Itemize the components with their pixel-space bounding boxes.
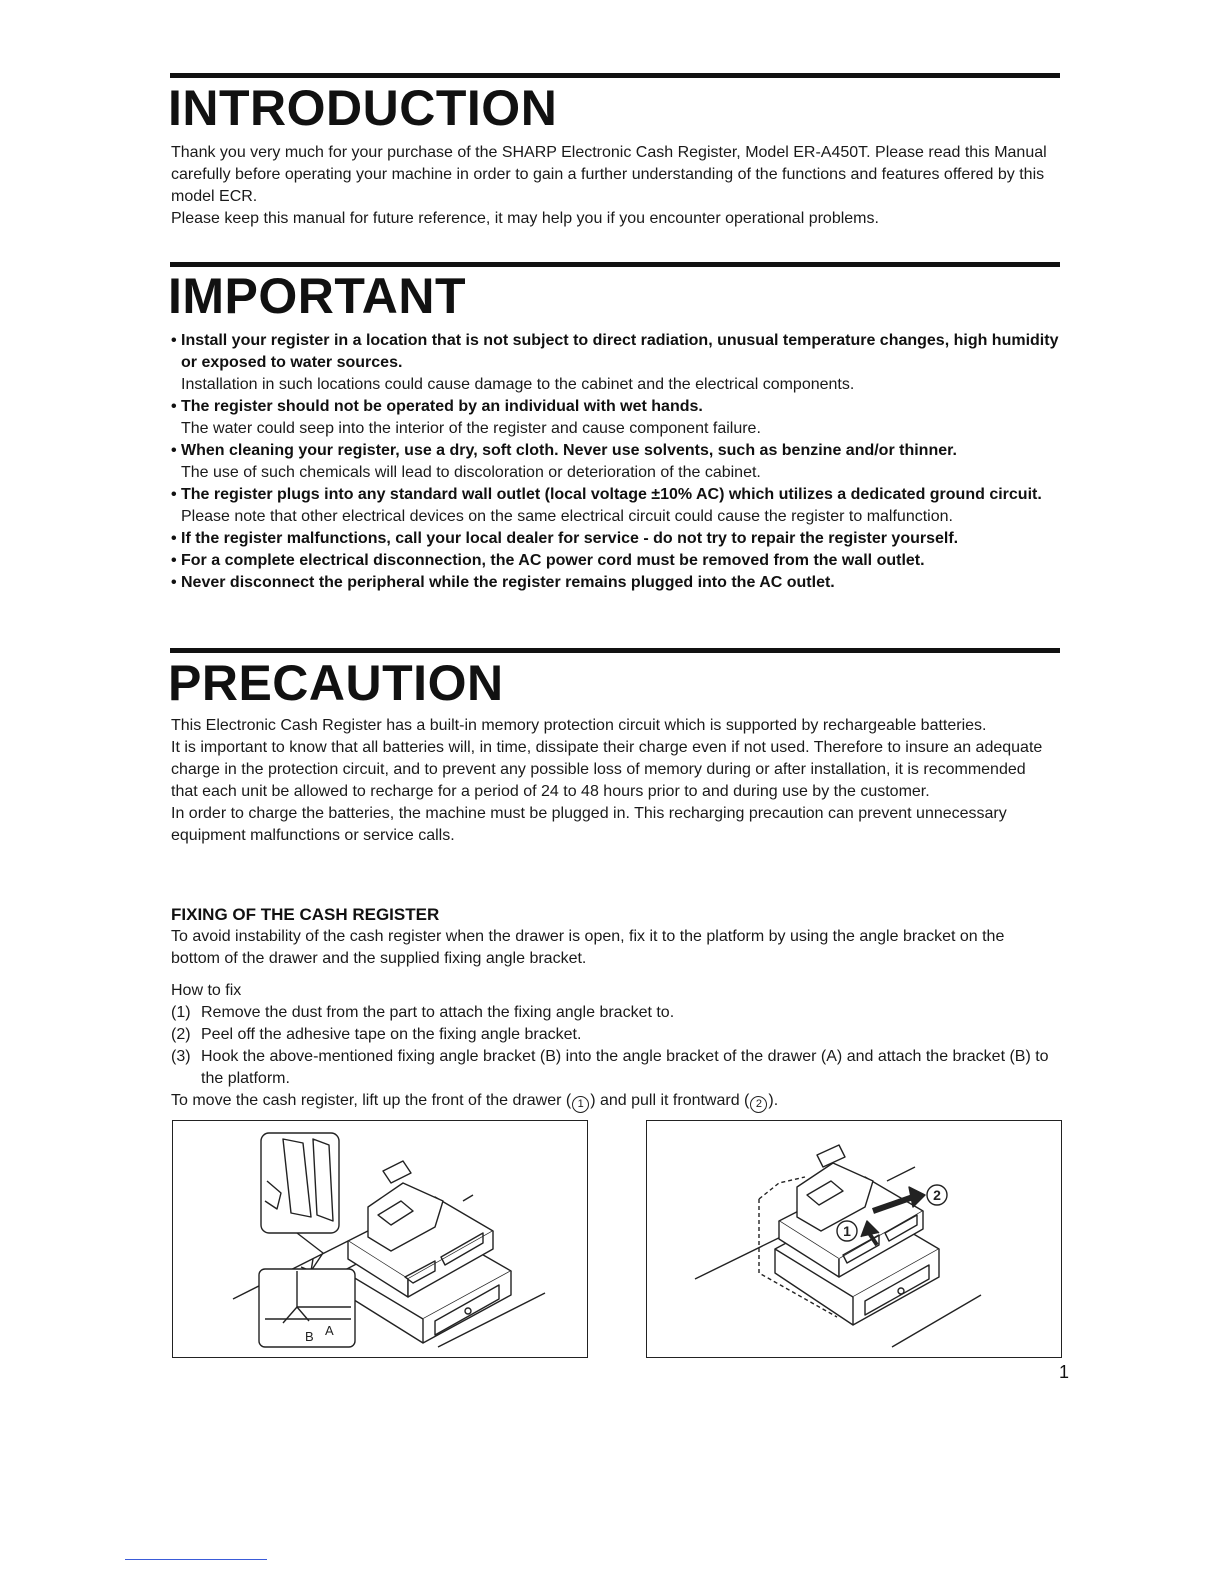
important-item-title: The register plugs into any standard wall outlet (local voltage ±10% AC) which utilizes a dedicated ground circuit. [181, 486, 1042, 503]
customer-display [817, 1145, 845, 1167]
important-item-title: Install your register in a location that is not subject to direct radiation, unusual temperature changes, high humidity or exposed to water sources. [181, 332, 1059, 371]
moving-register-illustration [647, 1121, 1061, 1357]
how-to-fix [171, 980, 1051, 1113]
introduction-heading: INTRODUCTION [168, 80, 558, 136]
important-item-body: The water could seep into the interior of the register and cause component failure. [181, 420, 761, 437]
bullet: • [171, 486, 177, 503]
customer-display [383, 1161, 411, 1183]
page-number: 1 [1059, 1362, 1070, 1382]
important-item [171, 484, 1061, 528]
step-text: Peel off the adhesive tape on the fixing angle bracket. [201, 1026, 582, 1043]
step-text: Remove the dust from the part to attach the fixing angle bracket to. [201, 1004, 675, 1021]
precaution-text [171, 715, 1051, 847]
important-item-body: Installation in such locations could cause damage to the cabinet and the electrical components. [181, 376, 855, 393]
important-item-body: The use of such chemicals will lead to discoloration or deterioration of the cabinet. [181, 464, 761, 481]
important-item [171, 528, 1061, 550]
important-item-body: Please note that other electrical devices on the same electrical circuit could cause the register to malfunction. [181, 508, 953, 525]
fixing-intro [171, 926, 1051, 970]
counter-edge [463, 1195, 473, 1201]
important-item [171, 396, 1061, 440]
important-list [171, 330, 1061, 594]
important-heading: IMPORTANT [168, 268, 466, 324]
label-b: B [305, 1329, 314, 1344]
precaution-heading: PRECAUTION [168, 655, 504, 711]
move-text: ). [768, 1092, 779, 1109]
precaution-paragraph: This Electronic Cash Register has a built-in memory protection circuit which is supported by rechargeable batteries. [171, 717, 987, 734]
bullet: • [171, 398, 177, 415]
step-3 [171, 1046, 1051, 1090]
how-to-fix-label: How to fix [171, 982, 242, 999]
bullet: • [171, 552, 177, 569]
marker-1: 1 [843, 1223, 851, 1239]
precaution-rule [170, 648, 1060, 653]
circled-2-icon: 2 [750, 1096, 767, 1113]
footer-divider [125, 1559, 267, 1560]
step-text: Hook the above-mentioned fixing angle bracket (B) into the angle bracket of the drawer (A) and attach the bracket (B) to the platform. [201, 1048, 1049, 1087]
figure-fixing-bracket [172, 1120, 588, 1358]
circled-1-icon: 1 [572, 1096, 589, 1113]
step-1 [171, 1002, 1051, 1024]
marker-2: 2 [933, 1187, 941, 1203]
fixing-subheading: FIXING OF THE CASH REGISTER [171, 905, 440, 924]
precaution-paragraph: It is important to know that all batteries will, in time, dissipate their charge even if not used. Therefore to insure an adequate charge in the protection circuit, and to prevent any possible loss of memory during or after installation, it is recommended that each unit be allowed to recharge for a period of 24 to 48 hours prior to and during use by the customer. [171, 739, 1043, 800]
important-item [171, 440, 1061, 484]
important-item [171, 330, 1061, 396]
move-text: ) and pull it frontward ( [590, 1092, 750, 1109]
step-number: (1) [171, 1004, 191, 1021]
move-instruction [171, 1090, 1051, 1113]
important-item-title: For a complete electrical disconnection, the AC power cord must be removed from the wall outlet. [181, 552, 925, 569]
introduction-paragraph: Please keep this manual for future reference, it may help you if you encounter operational problems. [171, 210, 879, 227]
introduction-text [171, 142, 1051, 230]
counter-edge [892, 1295, 981, 1347]
important-item-title: Never disconnect the peripheral while the register remains plugged into the AC outlet. [181, 574, 835, 591]
bullet: • [171, 332, 177, 349]
step-number: (2) [171, 1026, 191, 1043]
bullet: • [171, 574, 177, 591]
step-number: (3) [171, 1048, 191, 1065]
magnified-inset-top [261, 1133, 339, 1233]
important-item-title: When cleaning your register, use a dry, soft cloth. Never use solvents, such as benzine and/or thinner. [181, 442, 957, 459]
figure-moving-register [646, 1120, 1062, 1358]
important-rule [170, 262, 1060, 267]
fixing-bracket-illustration [173, 1121, 587, 1357]
important-item-title: If the register malfunctions, call your local dealer for service - do not try to repair the register yourself. [181, 530, 959, 547]
precaution-paragraph: In order to charge the batteries, the machine must be plugged in. This recharging precaution can prevent unnecessary equipment malfunctions or service calls. [171, 805, 1007, 844]
bullet: • [171, 530, 177, 547]
introduction-rule [170, 73, 1060, 78]
important-item-title: The register should not be operated by an individual with wet hands. [181, 398, 703, 415]
label-a: A [325, 1323, 334, 1338]
important-item [171, 572, 1061, 594]
bullet: • [171, 442, 177, 459]
introduction-paragraph: Thank you very much for your purchase of the SHARP Electronic Cash Register, Model ER-A450T. Please read this Manual carefully before operating your machine in order to gain a further understanding of the functions and features offered by this model ECR. [171, 144, 1047, 205]
counter-edge [887, 1167, 915, 1181]
step-2 [171, 1024, 1051, 1046]
important-item [171, 550, 1061, 572]
move-text: To move the cash register, lift up the front of the drawer ( [171, 1092, 572, 1109]
fixing-intro-paragraph: To avoid instability of the cash register when the drawer is open, fix it to the platform by using the angle bracket on the bottom of the drawer and the supplied fixing angle bracket. [171, 928, 1005, 967]
